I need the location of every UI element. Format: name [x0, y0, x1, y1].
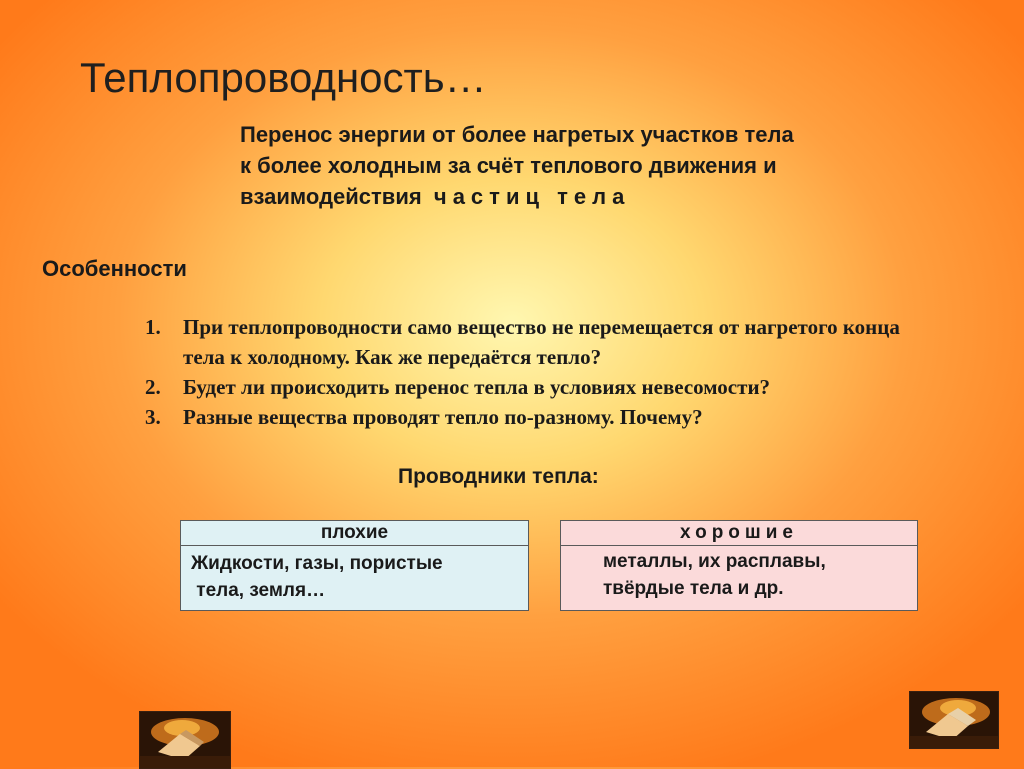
next-slide-button[interactable]	[909, 691, 999, 749]
good-conductors-box	[560, 520, 918, 611]
fire-scene-icon	[910, 692, 998, 748]
features-heading: Особенности	[42, 256, 187, 281]
bad-conductors-line-1: Жидкости, газы, пористые	[191, 553, 443, 574]
bad-conductors-box	[180, 520, 529, 611]
list-item	[145, 372, 945, 402]
fire-scene-icon	[140, 712, 230, 768]
list-item-text: Разные вещества проводят тепло по-разному. Почему?	[183, 405, 703, 429]
definition-line-1: Перенос энергии от более нагретых участков тела	[240, 122, 794, 147]
good-conductors-text	[561, 546, 917, 602]
features-list	[145, 312, 945, 432]
list-item-number: 2.	[145, 375, 161, 399]
list-item-text: При теплопроводности само вещество не перемещается от нагретого конца тела к холодному. Как же передаётся тепло?	[183, 315, 900, 369]
good-conductors-label: хорошие	[561, 521, 917, 546]
previous-slide-button[interactable]	[139, 711, 231, 769]
good-conductors-line-2: твёрдые тела и др.	[603, 578, 784, 599]
list-item-number: 1.	[145, 315, 161, 339]
definition-line-2: к более холодным за счёт теплового движения и	[240, 153, 777, 178]
conductors-heading: Проводники тепла:	[398, 465, 599, 488]
slide-title: Теплопроводность…	[80, 54, 487, 101]
list-item-text: Будет ли происходить перенос тепла в условиях невесомости?	[183, 375, 771, 399]
list-item	[145, 312, 945, 372]
good-conductors-line-1: металлы, их расплавы,	[603, 551, 826, 572]
definition-line-3-spaced: частиц тела	[433, 184, 631, 209]
bad-conductors-label: плохие	[181, 521, 528, 546]
list-item	[145, 402, 945, 432]
definition-text	[240, 119, 940, 212]
bad-conductors-text	[181, 546, 528, 604]
definition-line-3-start: взаимодействия	[240, 184, 434, 209]
bad-conductors-line-2: тела, земля…	[191, 580, 326, 601]
definition-line-3	[240, 181, 940, 212]
list-item-number: 3.	[145, 405, 161, 429]
